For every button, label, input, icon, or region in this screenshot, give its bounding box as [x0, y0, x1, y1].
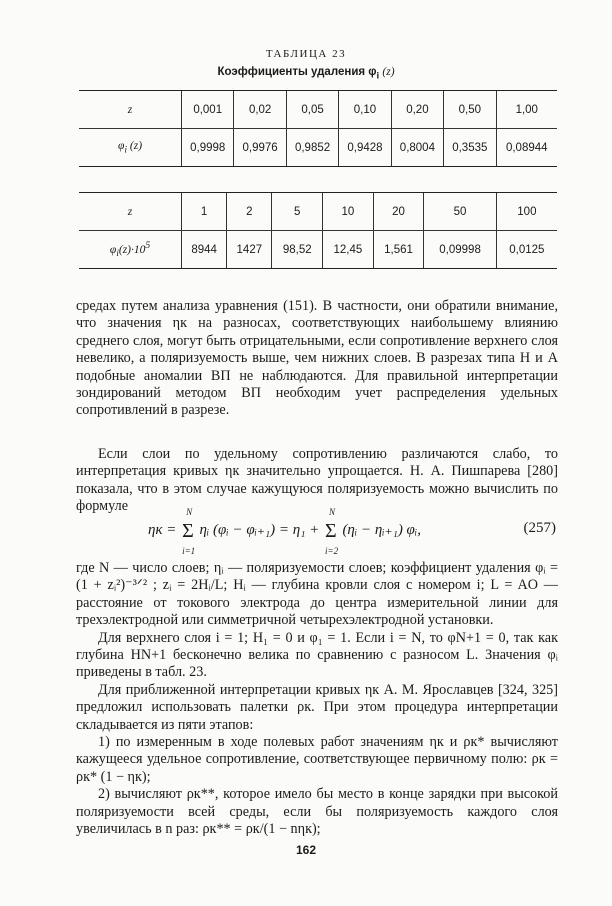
- page-number: 162: [295, 843, 317, 857]
- sum-upper-limit: N: [186, 507, 193, 517]
- table-row: [79, 231, 557, 269]
- table-cell: 1: [182, 193, 227, 231]
- paragraph: 2) вычисляют ρк**, которое имело бы место в конце зарядки при высокой поляризуемости всей среды, если бы поляризуемость каждого слоя увеличилась в n раз: ρк** = ρк/(1 − nηк);: [76, 786, 558, 838]
- table-cell: 0,10: [339, 91, 391, 129]
- paragraph: Для верхнего слоя i = 1; H₁ = 0 и φ₁ = 1. Если i = N, то φN+1 = 0, так как глубина HN+1 бесконечно велика по сравнению с разносом L. Значения φᵢ приведены в табл. 23.: [76, 629, 558, 681]
- table-cell: 98,52: [272, 231, 323, 269]
- table-cell: 12,45: [323, 231, 374, 269]
- table-row: [79, 91, 557, 129]
- formula-term: ηᵢ (φᵢ − φᵢ₊₁) = η₁ +: [199, 522, 320, 538]
- table-cell: 50: [424, 193, 496, 231]
- table-cell: 1427: [227, 231, 272, 269]
- row-header: $\varphi_i$ (z): [79, 129, 182, 167]
- table-cell: 0,9976: [234, 129, 286, 167]
- table-cell: 8944: [182, 231, 227, 269]
- coefficient-table-1: [79, 90, 557, 167]
- table-cell: 0,05: [286, 91, 338, 129]
- paragraph: где N — число слоев; ηᵢ — поляризуемости слоев; коэффициент удаления φᵢ = (1 + zᵢ²)⁻³ᐟ² ; zᵢ = 2Hᵢ/L; Hᵢ — глубина кровли слоя с номером i; L = AO — расстояние от токового электрода до центра измерительной линии для трехэлектродной или симметричной четырехэлектродной установки.: [76, 560, 558, 629]
- table-row: [79, 193, 557, 231]
- sum-lower-limit: i=1: [182, 546, 196, 556]
- row-header: z: [79, 91, 182, 129]
- sum-symbol: Σ N i=2: [325, 507, 339, 556]
- paragraph: средах путем анализа уравнения (151). В частности, они обратили внимание, что значения ηк на разносах, соответствующих наибольшему влиянию среднего слоя, могут быть отрицательными, если сопротивление верхнего слоя невелико, а поляризуемость выше, чем нижних слоев. В разрезах типа H и A подобные аномалии ВП не наблюдаются. Для правильной интерпретации зондирований методом ВП необходим учет распределения удельных сопротивлений в разрезе.: [76, 298, 558, 419]
- table-caption: Коэффициенты удаления $\varphi_i$ (z): [217, 66, 395, 82]
- table-cell: 0,9428: [339, 129, 391, 167]
- table-cell: 1,561: [373, 231, 424, 269]
- table-cell: 100: [496, 193, 557, 231]
- table-cell: 0,02: [234, 91, 286, 129]
- table-cell: 0,3535: [444, 129, 496, 167]
- table-cell: 0,0125: [496, 231, 557, 269]
- table-cell: 0,08944: [496, 129, 557, 167]
- formula-257: [76, 508, 558, 556]
- table-row: [79, 129, 557, 167]
- formula-lhs: ηк =: [148, 522, 177, 538]
- formula-term: (ηᵢ − ηᵢ₊₁) φᵢ,: [342, 522, 421, 538]
- table-title: ТАБЛИЦА 23: [265, 48, 347, 60]
- sum-symbol: Σ N i=1: [182, 507, 196, 556]
- table-cell: 1,00: [496, 91, 557, 129]
- paragraph: Для приближенной интерпретации кривых ηк А. М. Ярославцев [324, 325] предложил использовать палетки ρк. При этом процедура интерпретации складывается из пяти этапов:: [76, 681, 558, 733]
- table-cell: 0,9852: [286, 129, 338, 167]
- row-header: z: [79, 193, 182, 231]
- table-cell: 0,8004: [391, 129, 443, 167]
- table-cell: 20: [373, 193, 424, 231]
- row-header: $\varphi_i(z)\cdot 10^5$: [79, 231, 182, 269]
- formula-expression: [148, 507, 421, 556]
- coefficient-table-2: [79, 192, 557, 269]
- table-cell: 0,001: [182, 91, 234, 129]
- paragraph: 1) по измеренным в ходе полевых работ значениям ηк и ρк* вычисляют кажущееся удельное сопротивление, соответствующее первичному полю: ρк = ρк* (1 − ηк);: [76, 734, 558, 785]
- sum-upper-limit: N: [329, 507, 336, 517]
- paragraph: Если слои по удельному сопротивлению различаются слабо, то интерпретация кривых ηк значительно упрощается. Н. А. Пишпарева [280] показала, что в этом случае кажущуюся поляризуемость можно вычислить по формуле: [76, 446, 558, 515]
- sum-lower-limit: i=2: [325, 546, 339, 556]
- table-cell: 2: [227, 193, 272, 231]
- body-text-top: [76, 298, 558, 420]
- table-cell: 10: [323, 193, 374, 231]
- body-text-bottom: [76, 560, 558, 839]
- table-cell: 0,9998: [182, 129, 234, 167]
- table-cell: 0,09998: [424, 231, 496, 269]
- equation-number: (257): [523, 520, 556, 536]
- body-text-middle: [76, 446, 558, 516]
- table-cell: 0,50: [444, 91, 496, 129]
- table-cell: 5: [272, 193, 323, 231]
- table-cell: 0,20: [391, 91, 443, 129]
